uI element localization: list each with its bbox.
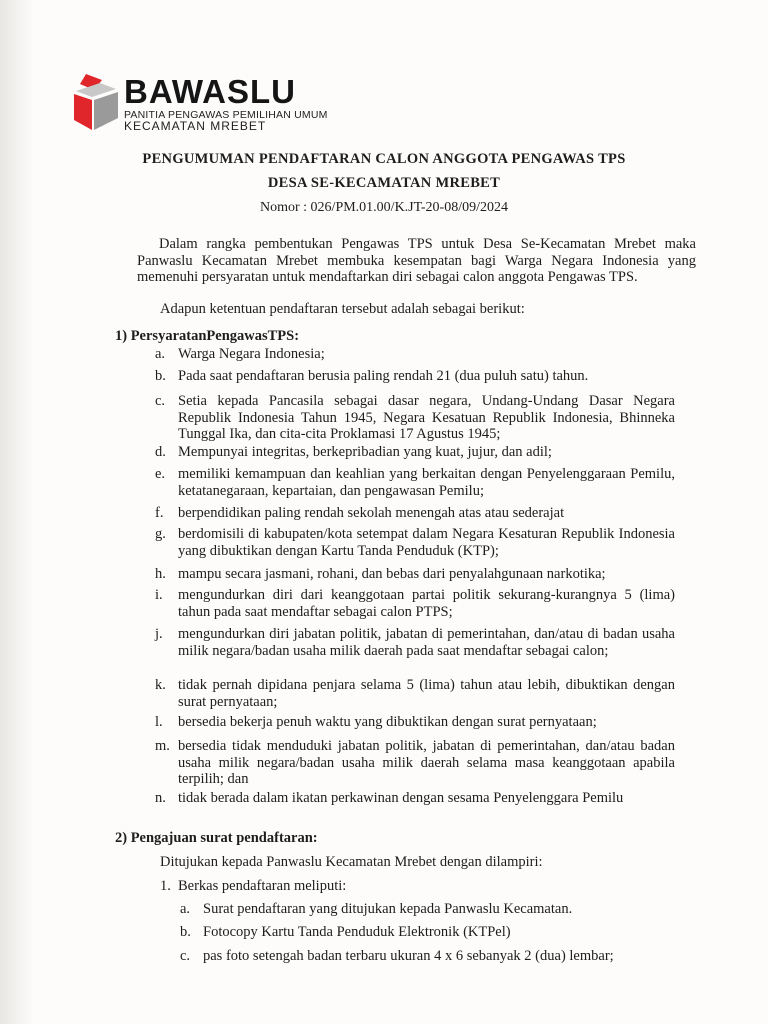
- list-item-text: berdomisili di kabupaten/kota setempat dalam Negara Kesaturan Republik Indonesia yang dibuktikan dengan Kartu Tanda Penduduk (KTP);: [178, 526, 675, 559]
- list-item-text: Berkas pendaftaran meliputi:: [178, 878, 347, 894]
- list-item-label: n.: [155, 790, 166, 806]
- list-item-label: d.: [155, 444, 166, 460]
- list-item-label: a.: [155, 346, 166, 362]
- list-item-text: mengundurkan diri dari keanggotaan partai politik sekurang-kurangnya 5 (lima) tahun pada saat mendaftar sebagai calon PTPS;: [178, 587, 675, 620]
- list-item-label: b.: [155, 368, 166, 384]
- list-item-label: k.: [155, 677, 166, 693]
- list-item-text: bersedia bekerja penuh waktu yang dibuktikan dengan surat pernyataan;: [178, 714, 597, 730]
- section1-heading: 1) PersyaratanPengawasTPS:: [115, 328, 300, 344]
- list-item-text: Pada saat pendaftaran berusia paling rendah 21 (dua puluh satu) tahun.: [178, 368, 589, 384]
- document-title-line1: PENGUMUMAN PENDAFTARAN CALON ANGGOTA PENGAWAS TPS: [142, 151, 626, 167]
- document-number: Nomor : 026/PM.01.00/K.JT-20-08/09/2024: [260, 200, 508, 215]
- list-item-label: c.: [180, 948, 191, 964]
- document-title-line2: DESA SE-KECAMATAN MREBET: [267, 175, 501, 191]
- list-item-label: b.: [180, 924, 191, 940]
- logo-subtitle-1: PANITIA PENGAWAS PEMILIHAN UMUM: [124, 109, 328, 121]
- list-item-label: m.: [155, 738, 170, 754]
- list-item-label: f.: [155, 505, 164, 521]
- list-item-text: berpendidikan paling rendah sekolah menengah atas atau sederajat: [178, 505, 565, 521]
- list-item-text: Mempunyai integritas, berkepribadian yang kuat, jujur, dan adil;: [178, 444, 552, 460]
- list-item-label: g.: [155, 526, 166, 542]
- list-item-text: bersedia tidak menduduki jabatan politik, jabatan di pemerintahan, dan/atau badan usaha milik negara/badan usaha milik daerah selama masa keanggotaan apabila terpilih; dan: [178, 738, 675, 787]
- list-item-label: j.: [155, 626, 163, 642]
- list-item-label: c.: [155, 393, 166, 409]
- list-item-text: mampu secara jasmani, rohani, dan bebas dari penyalahgunaan narkotika;: [178, 566, 606, 582]
- bawaslu-emblem-icon: [72, 74, 120, 132]
- logo-subtitle-2: KECAMATAN MREBET: [124, 119, 267, 133]
- section2-heading: 2) Pengajuan surat pendaftaran:: [115, 830, 318, 846]
- list-item-text: Surat pendaftaran yang ditujukan kepada Panwaslu Kecamatan.: [203, 901, 573, 917]
- list-item-label: i.: [155, 587, 163, 603]
- list-item-text: memiliki kemampuan dan keahlian yang berkaitan dengan Penyelenggaraan Pemilu, ketatanegaraan, kepartaian, dan pengawasan Pemilu;: [178, 466, 675, 499]
- list-item-text: Setia kepada Pancasila sebagai dasar negara, Undang-Undang Dasar Negara Republik Indonesia Tahun 1945, Negara Kesatuan Republik Indonesia, Bhinneka Tunggal Ika, dan cita-cita Proklamasi 17 Agustus 1945;: [178, 393, 675, 442]
- list-item-label: h.: [155, 566, 166, 582]
- logo-brand-text: BAWASLU: [124, 73, 296, 110]
- bawaslu-logo: [72, 74, 332, 134]
- intro-paragraph-2: Adapun ketentuan pendaftaran tersebut adalah sebagai berikut:: [160, 301, 525, 317]
- list-item-text: Fotocopy Kartu Tanda Penduduk Elektronik (KTPel): [203, 924, 511, 940]
- intro-paragraph: Dalam rangka pembentukan Pengawas TPS untuk Desa Se-Kecamatan Mrebet maka Panwaslu Kecamatan Mrebet membuka kesempatan bagi Warga Negara Indonesia yang memenuhi persyaratan untuk mendaftarkan diri sebagai calon anggota Pengawas TPS.: [137, 236, 696, 285]
- list-item-label: l.: [155, 714, 163, 730]
- list-item-text: Warga Negara Indonesia;: [178, 346, 325, 362]
- list-item-label: 1.: [160, 878, 171, 894]
- list-item-text: mengundurkan diri jabatan politik, jabatan di pemerintahan, dan/atau di badan usaha milik negara/badan usaha milik daerah pada saat mendaftar sebagai calon;: [178, 626, 675, 659]
- list-item-label: a.: [180, 901, 191, 917]
- section2-intro: Ditujukan kepada Panwaslu Kecamatan Mrebet dengan dilampiri:: [160, 854, 543, 870]
- list-item-text: pas foto setengah badan terbaru ukuran 4 x 6 sebanyak 2 (dua) lembar;: [203, 948, 614, 964]
- list-item-text: tidak pernah dipidana penjara selama 5 (lima) tahun atau lebih, dibuktikan dengan surat pernyataan;: [178, 677, 675, 710]
- list-item-text: tidak berada dalam ikatan perkawinan dengan sesama Penyelenggara Pemilu: [178, 790, 624, 806]
- list-item-label: e.: [155, 466, 166, 482]
